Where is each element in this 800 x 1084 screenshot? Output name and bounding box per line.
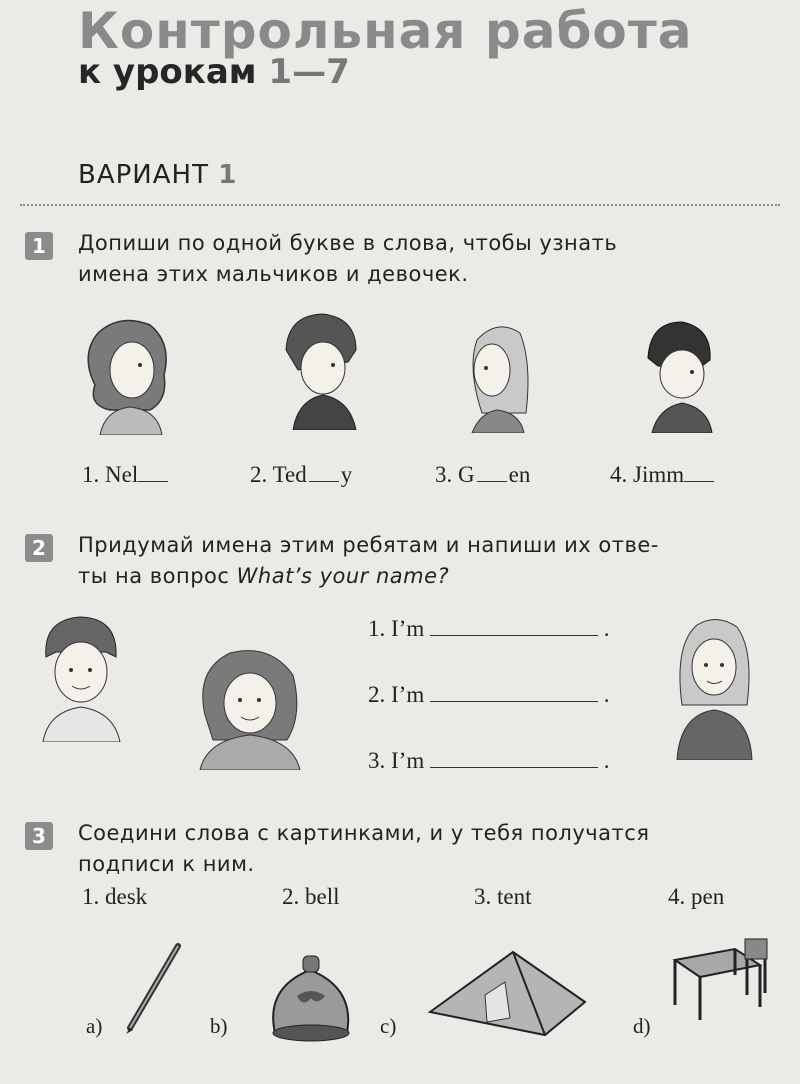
- variant-heading: [78, 160, 237, 190]
- task-3-line-2: подписи к ним.: [78, 852, 255, 876]
- word-3-ending: en: [508, 462, 531, 487]
- answer-1-text: I’m: [391, 616, 425, 641]
- match-word-bell[interactable]: 2. bell: [282, 884, 340, 909]
- word-2-blank[interactable]: [309, 463, 339, 482]
- bell-picture[interactable]: [255, 948, 365, 1043]
- task-1-line-2: имена этих мальчиков и девочек.: [78, 262, 469, 286]
- answer-1: [368, 616, 609, 642]
- word-2-ending: y: [340, 462, 353, 487]
- word-1-text: Nel: [105, 462, 139, 487]
- picture-label-c: c): [380, 1014, 397, 1038]
- word-1-blank[interactable]: [138, 463, 168, 482]
- word-4-text: Jimm: [633, 462, 685, 487]
- answer-3-number: 3.: [368, 748, 386, 773]
- task-1-line-1: Допиши по одной букве в слова, чтобы узнать: [78, 231, 618, 255]
- pen-picture[interactable]: [118, 940, 188, 1035]
- answer-1-number: 1.: [368, 616, 386, 641]
- word-1-number: 1.: [82, 462, 100, 487]
- divider: [20, 204, 780, 206]
- lessons-range: 1—7: [268, 52, 350, 92]
- task-2-instructions: [78, 530, 659, 592]
- variant-number: 1: [218, 160, 238, 190]
- answer-2-number: 2.: [368, 682, 386, 707]
- task-2-line-2: [78, 561, 659, 592]
- task-3-line-1: Соедини слова с картинками, и у тебя получатся: [78, 821, 650, 845]
- boy-ted-illustration: [278, 310, 363, 430]
- picture-label-a: a): [86, 1014, 103, 1038]
- task-2-line-1: Придумай имена этим ребятам и напиши их отве-: [78, 533, 659, 557]
- match-word-desk[interactable]: 1. desk: [82, 884, 148, 909]
- answer-2-text: I’m: [391, 682, 425, 707]
- girl-curly-illustration: [80, 315, 170, 435]
- tent-picture[interactable]: [425, 940, 590, 1040]
- word-4: [610, 462, 714, 488]
- girl-curly-front-illustration: [195, 645, 305, 770]
- task-2-question: What’s your name?: [236, 564, 450, 588]
- variant-label: ВАРИАНТ: [78, 160, 219, 190]
- girl-straight-hair-illustration: [672, 615, 757, 760]
- answer-3: [368, 748, 609, 774]
- answer-2-blank[interactable]: [430, 683, 598, 702]
- answer-3-blank[interactable]: [430, 749, 598, 768]
- picture-label-b: b): [210, 1014, 228, 1038]
- word-3-number: 3.: [435, 462, 453, 487]
- task-3-badge: 3: [25, 822, 53, 850]
- answer-3-text: I’m: [391, 748, 425, 773]
- task-1-instructions: [78, 228, 617, 290]
- word-2: [250, 462, 352, 488]
- answer-2-period: .: [603, 682, 610, 707]
- answer-1-blank[interactable]: [430, 617, 598, 636]
- match-word-tent[interactable]: 3. tent: [474, 884, 532, 909]
- boy-jimmy-illustration: [640, 318, 720, 433]
- desk-picture[interactable]: [665, 935, 775, 1030]
- task-2-badge: 2: [25, 534, 53, 562]
- match-word-pen[interactable]: 4. pen: [668, 884, 725, 909]
- word-4-blank[interactable]: [684, 463, 714, 482]
- word-2-text: Ted: [272, 462, 307, 487]
- answer-2: [368, 682, 609, 708]
- task-1-badge: 1: [25, 232, 53, 260]
- word-3-blank[interactable]: [477, 463, 507, 482]
- word-2-number: 2.: [250, 462, 268, 487]
- word-3-text: G: [458, 462, 475, 487]
- word-3: [435, 462, 530, 488]
- boy-curly-illustration: [38, 612, 128, 742]
- task-2-line-2-text: ты на вопрос: [78, 564, 237, 588]
- task-3-instructions: [78, 818, 649, 880]
- girl-gwen-illustration: [462, 318, 532, 433]
- page-title: Контрольная работа: [78, 2, 693, 60]
- page-subtitle: [78, 52, 350, 92]
- word-4-number: 4.: [610, 462, 628, 487]
- word-1: [82, 462, 168, 488]
- subtitle-prefix: к урокам: [78, 52, 269, 92]
- answer-3-period: .: [603, 748, 610, 773]
- picture-label-d: d): [633, 1014, 651, 1038]
- answer-1-period: .: [603, 616, 610, 641]
